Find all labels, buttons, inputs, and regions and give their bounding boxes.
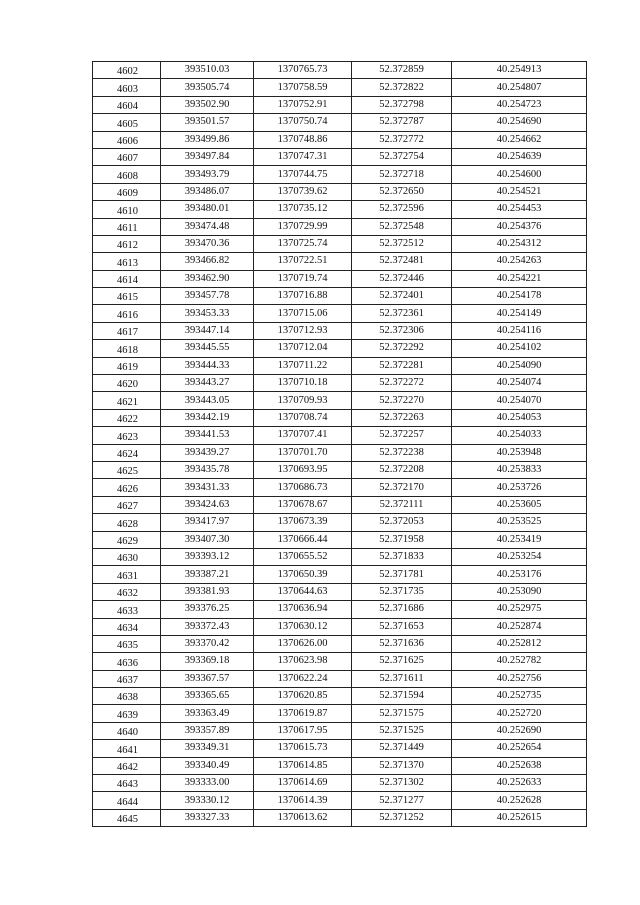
table-row (93, 183, 587, 200)
point-number-cell: 4635 (93, 635, 161, 652)
point-number-cell: 4616 (93, 305, 161, 322)
x-coordinate-cell: 393387.21 (161, 566, 254, 583)
point-number-cell: 4617 (93, 322, 161, 339)
latitude-cell: 52.372787 (352, 114, 452, 131)
longitude-cell: 40.254723 (452, 96, 587, 113)
longitude-cell: 40.252756 (452, 670, 587, 687)
y-coordinate-cell: 1370747.31 (254, 148, 352, 165)
point-number-cell: 4637 (93, 670, 161, 687)
latitude-cell: 52.371594 (352, 688, 452, 705)
point-number-cell: 4603 (93, 79, 161, 96)
y-coordinate-cell: 1370623.98 (254, 653, 352, 670)
y-coordinate-cell: 1370765.73 (254, 62, 352, 79)
point-number-cell: 4629 (93, 531, 161, 548)
table-row (93, 148, 587, 165)
latitude-cell: 52.372053 (352, 514, 452, 531)
longitude-cell: 40.254521 (452, 183, 587, 200)
x-coordinate-cell: 393381.93 (161, 583, 254, 600)
table-row (93, 201, 587, 218)
point-number-cell: 4607 (93, 148, 161, 165)
table-row (93, 583, 587, 600)
point-number-cell: 4606 (93, 131, 161, 148)
longitude-cell: 40.254376 (452, 218, 587, 235)
latitude-cell: 52.372822 (352, 79, 452, 96)
longitude-cell: 40.254690 (452, 114, 587, 131)
table-row (93, 688, 587, 705)
x-coordinate-cell: 393357.89 (161, 722, 254, 739)
x-coordinate-cell: 393510.03 (161, 62, 254, 79)
x-coordinate-cell: 393333.00 (161, 775, 254, 792)
table-row (93, 635, 587, 652)
x-coordinate-cell: 393330.12 (161, 792, 254, 809)
longitude-cell: 40.254639 (452, 148, 587, 165)
point-number-cell: 4642 (93, 757, 161, 774)
x-coordinate-cell: 393453.33 (161, 305, 254, 322)
point-number-cell: 4612 (93, 235, 161, 252)
table-row (93, 792, 587, 809)
latitude-cell: 52.372170 (352, 479, 452, 496)
latitude-cell: 52.372798 (352, 96, 452, 113)
latitude-cell: 52.372718 (352, 166, 452, 183)
y-coordinate-cell: 1370673.39 (254, 514, 352, 531)
longitude-cell: 40.254053 (452, 409, 587, 426)
x-coordinate-cell: 393443.05 (161, 392, 254, 409)
x-coordinate-cell: 393370.42 (161, 635, 254, 652)
table-row (93, 740, 587, 757)
point-number-cell: 4605 (93, 114, 161, 131)
x-coordinate-cell: 393457.78 (161, 288, 254, 305)
table-row (93, 618, 587, 635)
latitude-cell: 52.372281 (352, 357, 452, 374)
x-coordinate-cell: 393393.12 (161, 548, 254, 565)
table-row (93, 114, 587, 131)
x-coordinate-cell: 393470.36 (161, 235, 254, 252)
coordinates-table-body (93, 62, 587, 827)
table-row (93, 444, 587, 461)
latitude-cell: 52.371252 (352, 809, 452, 826)
point-number-cell: 4602 (93, 62, 161, 79)
x-coordinate-cell: 393444.33 (161, 357, 254, 374)
latitude-cell: 52.371575 (352, 705, 452, 722)
y-coordinate-cell: 1370739.62 (254, 183, 352, 200)
point-number-cell: 4610 (93, 201, 161, 218)
coordinates-table (92, 61, 587, 827)
table-row (93, 601, 587, 618)
longitude-cell: 40.254070 (452, 392, 587, 409)
y-coordinate-cell: 1370719.74 (254, 270, 352, 287)
point-number-cell: 4620 (93, 375, 161, 392)
y-coordinate-cell: 1370748.86 (254, 131, 352, 148)
longitude-cell: 40.254074 (452, 375, 587, 392)
x-coordinate-cell: 393369.18 (161, 653, 254, 670)
x-coordinate-cell: 393441.53 (161, 427, 254, 444)
longitude-cell: 40.254913 (452, 62, 587, 79)
y-coordinate-cell: 1370708.74 (254, 409, 352, 426)
latitude-cell: 52.371636 (352, 635, 452, 652)
table-row (93, 775, 587, 792)
x-coordinate-cell: 393493.79 (161, 166, 254, 183)
x-coordinate-cell: 393439.27 (161, 444, 254, 461)
point-number-cell: 4633 (93, 601, 161, 618)
longitude-cell: 40.254033 (452, 427, 587, 444)
table-row (93, 496, 587, 513)
table-row (93, 305, 587, 322)
point-number-cell: 4614 (93, 270, 161, 287)
y-coordinate-cell: 1370709.93 (254, 392, 352, 409)
y-coordinate-cell: 1370636.94 (254, 601, 352, 618)
table-row (93, 531, 587, 548)
x-coordinate-cell: 393474.48 (161, 218, 254, 235)
y-coordinate-cell: 1370729.99 (254, 218, 352, 235)
latitude-cell: 52.372263 (352, 409, 452, 426)
longitude-cell: 40.253833 (452, 461, 587, 478)
longitude-cell: 40.252975 (452, 601, 587, 618)
latitude-cell: 52.372512 (352, 235, 452, 252)
point-number-cell: 4618 (93, 340, 161, 357)
table-row (93, 461, 587, 478)
longitude-cell: 40.252735 (452, 688, 587, 705)
x-coordinate-cell: 393349.31 (161, 740, 254, 757)
latitude-cell: 52.372446 (352, 270, 452, 287)
longitude-cell: 40.254453 (452, 201, 587, 218)
longitude-cell: 40.252690 (452, 722, 587, 739)
x-coordinate-cell: 393327.33 (161, 809, 254, 826)
point-number-cell: 4623 (93, 427, 161, 444)
latitude-cell: 52.371653 (352, 618, 452, 635)
point-number-cell: 4608 (93, 166, 161, 183)
y-coordinate-cell: 1370725.74 (254, 235, 352, 252)
longitude-cell: 40.252654 (452, 740, 587, 757)
point-number-cell: 4639 (93, 705, 161, 722)
x-coordinate-cell: 393435.78 (161, 461, 254, 478)
latitude-cell: 52.372270 (352, 392, 452, 409)
x-coordinate-cell: 393363.49 (161, 705, 254, 722)
table-row (93, 427, 587, 444)
y-coordinate-cell: 1370715.06 (254, 305, 352, 322)
y-coordinate-cell: 1370711.22 (254, 357, 352, 374)
latitude-cell: 52.372650 (352, 183, 452, 200)
longitude-cell: 40.252812 (452, 635, 587, 652)
table-row (93, 670, 587, 687)
table-row (93, 479, 587, 496)
y-coordinate-cell: 1370613.62 (254, 809, 352, 826)
table-row (93, 79, 587, 96)
latitude-cell: 52.371686 (352, 601, 452, 618)
x-coordinate-cell: 393486.07 (161, 183, 254, 200)
latitude-cell: 52.372208 (352, 461, 452, 478)
point-number-cell: 4611 (93, 218, 161, 235)
latitude-cell: 52.371449 (352, 740, 452, 757)
y-coordinate-cell: 1370712.93 (254, 322, 352, 339)
point-number-cell: 4631 (93, 566, 161, 583)
point-number-cell: 4641 (93, 740, 161, 757)
table-row (93, 96, 587, 113)
x-coordinate-cell: 393442.19 (161, 409, 254, 426)
latitude-cell: 52.372292 (352, 340, 452, 357)
y-coordinate-cell: 1370614.39 (254, 792, 352, 809)
x-coordinate-cell: 393340.49 (161, 757, 254, 774)
latitude-cell: 52.372257 (352, 427, 452, 444)
point-number-cell: 4626 (93, 479, 161, 496)
y-coordinate-cell: 1370620.85 (254, 688, 352, 705)
table-row (93, 705, 587, 722)
x-coordinate-cell: 393505.74 (161, 79, 254, 96)
table-row (93, 514, 587, 531)
table-row (93, 375, 587, 392)
y-coordinate-cell: 1370722.51 (254, 253, 352, 270)
latitude-cell: 52.372401 (352, 288, 452, 305)
longitude-cell: 40.252633 (452, 775, 587, 792)
point-number-cell: 4609 (93, 183, 161, 200)
longitude-cell: 40.252874 (452, 618, 587, 635)
table-row (93, 270, 587, 287)
x-coordinate-cell: 393424.63 (161, 496, 254, 513)
longitude-cell: 40.254600 (452, 166, 587, 183)
point-number-cell: 4619 (93, 357, 161, 374)
y-coordinate-cell: 1370666.44 (254, 531, 352, 548)
latitude-cell: 52.371370 (352, 757, 452, 774)
point-number-cell: 4615 (93, 288, 161, 305)
latitude-cell: 52.371277 (352, 792, 452, 809)
longitude-cell: 40.253254 (452, 548, 587, 565)
table-row (93, 409, 587, 426)
point-number-cell: 4644 (93, 792, 161, 809)
longitude-cell: 40.252615 (452, 809, 587, 826)
longitude-cell: 40.254149 (452, 305, 587, 322)
longitude-cell: 40.254102 (452, 340, 587, 357)
latitude-cell: 52.372238 (352, 444, 452, 461)
x-coordinate-cell: 393417.97 (161, 514, 254, 531)
point-number-cell: 4622 (93, 409, 161, 426)
point-number-cell: 4630 (93, 548, 161, 565)
x-coordinate-cell: 393447.14 (161, 322, 254, 339)
y-coordinate-cell: 1370701.70 (254, 444, 352, 461)
latitude-cell: 52.372306 (352, 322, 452, 339)
x-coordinate-cell: 393376.25 (161, 601, 254, 618)
x-coordinate-cell: 393407.30 (161, 531, 254, 548)
y-coordinate-cell: 1370614.85 (254, 757, 352, 774)
latitude-cell: 52.372754 (352, 148, 452, 165)
table-row (93, 566, 587, 583)
latitude-cell: 52.371625 (352, 653, 452, 670)
longitude-cell: 40.254263 (452, 253, 587, 270)
table-row (93, 322, 587, 339)
longitude-cell: 40.254312 (452, 235, 587, 252)
x-coordinate-cell: 393367.57 (161, 670, 254, 687)
y-coordinate-cell: 1370686.73 (254, 479, 352, 496)
y-coordinate-cell: 1370622.24 (254, 670, 352, 687)
point-number-cell: 4627 (93, 496, 161, 513)
point-number-cell: 4632 (93, 583, 161, 600)
latitude-cell: 52.372548 (352, 218, 452, 235)
point-number-cell: 4645 (93, 809, 161, 826)
x-coordinate-cell: 393501.57 (161, 114, 254, 131)
longitude-cell: 40.253419 (452, 531, 587, 548)
point-number-cell: 4634 (93, 618, 161, 635)
y-coordinate-cell: 1370617.95 (254, 722, 352, 739)
latitude-cell: 52.372596 (352, 201, 452, 218)
longitude-cell: 40.254116 (452, 322, 587, 339)
table-row (93, 340, 587, 357)
longitude-cell: 40.252782 (452, 653, 587, 670)
longitude-cell: 40.253948 (452, 444, 587, 461)
table-row (93, 253, 587, 270)
y-coordinate-cell: 1370744.75 (254, 166, 352, 183)
x-coordinate-cell: 393443.27 (161, 375, 254, 392)
latitude-cell: 52.372859 (352, 62, 452, 79)
table-row (93, 131, 587, 148)
y-coordinate-cell: 1370712.04 (254, 340, 352, 357)
table-row (93, 288, 587, 305)
x-coordinate-cell: 393497.84 (161, 148, 254, 165)
table-row (93, 235, 587, 252)
table-row (93, 218, 587, 235)
latitude-cell: 52.371302 (352, 775, 452, 792)
y-coordinate-cell: 1370693.95 (254, 461, 352, 478)
latitude-cell: 52.372272 (352, 375, 452, 392)
longitude-cell: 40.252628 (452, 792, 587, 809)
table-row (93, 62, 587, 79)
y-coordinate-cell: 1370707.41 (254, 427, 352, 444)
x-coordinate-cell: 393499.86 (161, 131, 254, 148)
latitude-cell: 52.372481 (352, 253, 452, 270)
table-row (93, 757, 587, 774)
longitude-cell: 40.254178 (452, 288, 587, 305)
longitude-cell: 40.254221 (452, 270, 587, 287)
y-coordinate-cell: 1370758.59 (254, 79, 352, 96)
point-number-cell: 4640 (93, 722, 161, 739)
y-coordinate-cell: 1370716.88 (254, 288, 352, 305)
x-coordinate-cell: 393480.01 (161, 201, 254, 218)
latitude-cell: 52.372772 (352, 131, 452, 148)
longitude-cell: 40.253090 (452, 583, 587, 600)
y-coordinate-cell: 1370750.74 (254, 114, 352, 131)
latitude-cell: 52.371833 (352, 548, 452, 565)
point-number-cell: 4604 (93, 96, 161, 113)
table-row (93, 166, 587, 183)
x-coordinate-cell: 393462.90 (161, 270, 254, 287)
y-coordinate-cell: 1370655.52 (254, 548, 352, 565)
point-number-cell: 4621 (93, 392, 161, 409)
longitude-cell: 40.253726 (452, 479, 587, 496)
y-coordinate-cell: 1370614.69 (254, 775, 352, 792)
table-row (93, 392, 587, 409)
point-number-cell: 4643 (93, 775, 161, 792)
y-coordinate-cell: 1370619.87 (254, 705, 352, 722)
y-coordinate-cell: 1370644.63 (254, 583, 352, 600)
latitude-cell: 52.371525 (352, 722, 452, 739)
latitude-cell: 52.372111 (352, 496, 452, 513)
x-coordinate-cell: 393445.55 (161, 340, 254, 357)
point-number-cell: 4613 (93, 253, 161, 270)
y-coordinate-cell: 1370735.12 (254, 201, 352, 218)
point-number-cell: 4625 (93, 461, 161, 478)
table-row (93, 722, 587, 739)
y-coordinate-cell: 1370615.73 (254, 740, 352, 757)
latitude-cell: 52.371611 (352, 670, 452, 687)
point-number-cell: 4638 (93, 688, 161, 705)
longitude-cell: 40.254662 (452, 131, 587, 148)
point-number-cell: 4636 (93, 653, 161, 670)
y-coordinate-cell: 1370626.00 (254, 635, 352, 652)
table-row (93, 809, 587, 826)
table-row (93, 653, 587, 670)
point-number-cell: 4624 (93, 444, 161, 461)
y-coordinate-cell: 1370710.18 (254, 375, 352, 392)
x-coordinate-cell: 393431.33 (161, 479, 254, 496)
longitude-cell: 40.253525 (452, 514, 587, 531)
longitude-cell: 40.253605 (452, 496, 587, 513)
point-number-cell: 4628 (93, 514, 161, 531)
table-row (93, 357, 587, 374)
longitude-cell: 40.253176 (452, 566, 587, 583)
latitude-cell: 52.371781 (352, 566, 452, 583)
longitude-cell: 40.252638 (452, 757, 587, 774)
table-row (93, 548, 587, 565)
y-coordinate-cell: 1370630.12 (254, 618, 352, 635)
latitude-cell: 52.371735 (352, 583, 452, 600)
x-coordinate-cell: 393372.43 (161, 618, 254, 635)
x-coordinate-cell: 393466.82 (161, 253, 254, 270)
longitude-cell: 40.252720 (452, 705, 587, 722)
y-coordinate-cell: 1370650.39 (254, 566, 352, 583)
longitude-cell: 40.254090 (452, 357, 587, 374)
x-coordinate-cell: 393365.65 (161, 688, 254, 705)
latitude-cell: 52.371958 (352, 531, 452, 548)
latitude-cell: 52.372361 (352, 305, 452, 322)
y-coordinate-cell: 1370752.91 (254, 96, 352, 113)
longitude-cell: 40.254807 (452, 79, 587, 96)
x-coordinate-cell: 393502.90 (161, 96, 254, 113)
y-coordinate-cell: 1370678.67 (254, 496, 352, 513)
